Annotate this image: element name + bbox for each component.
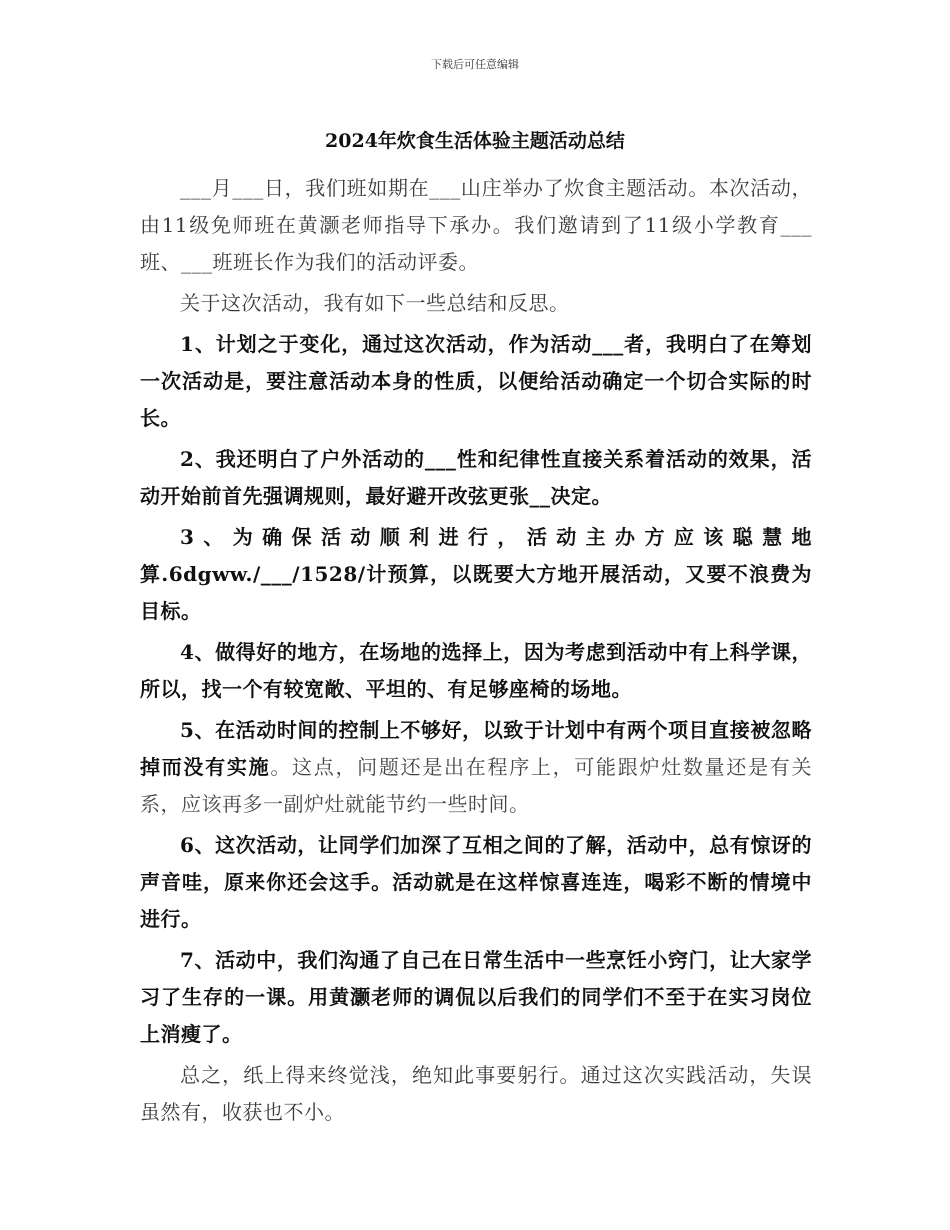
paragraph-point-6: 6、这次活动，让同学们加深了互相之间的了解，活动中，总有惊讶的声音哇，原来你还会这手。活动就是在这样惊喜连连，喝彩不断的情境中进行。: [140, 833, 812, 931]
document-title: 2024年炊食生活体验主题活动总结: [325, 130, 625, 152]
paragraph-point-1: 1、计划之于变化，通过这次活动，作为活动___者，我明白了在筹划一次活动是，要注意活动本身的性质，以便给活动确定一个切合实际的时长。: [140, 332, 812, 430]
paragraph-point-7: 7、活动中，我们沟通了自己在日常生活中一些烹饪小窍门，让大家学习了生存的一课。用黄灏老师的调侃以后我们的同学们不至于在实习岗位上消瘦了。: [140, 948, 812, 1046]
paragraph-point-3: 3、为确保活动顺利进行，活动主办方应该聪慧地算.6dgww./___/1528/计预算，以既要大方地开展活动，又要不浪费为目标。: [140, 525, 812, 623]
paragraph-point-5-light: 。这点，问题还是出在程序上，可能跟炉灶数量还是有关系，应该再多一副炉灶就能节约一些时间。: [140, 755, 813, 816]
paragraph-point-2: 2、我还明白了户外活动的___性和纪律性直接关系着活动的效果，活动开始前首先强调规则，最好避开改弦更张__决定。: [140, 447, 812, 508]
paragraph-point-5: [140, 712, 812, 823]
paragraph-conclusion: 总之，纸上得来终觉浅，绝知此事要躬行。通过这次实践活动，失误虽然有，收获也不小。: [140, 1063, 812, 1124]
paragraph-intro: ___月___日，我们班如期在___山庄举办了炊食主题活动。本次活动，由11级免师班在黄灏老师指导下承办。我们邀请到了11级小学教育___班、___班班长作为我们的活动评委。: [140, 176, 812, 274]
header-note: 下载后可任意编辑: [431, 58, 519, 71]
paragraph-point-4: 4、做得好的地方，在场地的选择上，因为考虑到活动中有上科学课，所以，找一个有较宽敞、平坦的、有足够座椅的场地。: [140, 640, 812, 701]
paragraph-summary-lead: 关于这次活动，我有如下一些总结和反思。: [180, 291, 570, 315]
paragraph-point-5-bold: 5、在活动时间的控制上不够好，以致于计划中有两个项目直接被忽略掉而没有实施: [140, 718, 812, 779]
document-body: [140, 170, 812, 1135]
